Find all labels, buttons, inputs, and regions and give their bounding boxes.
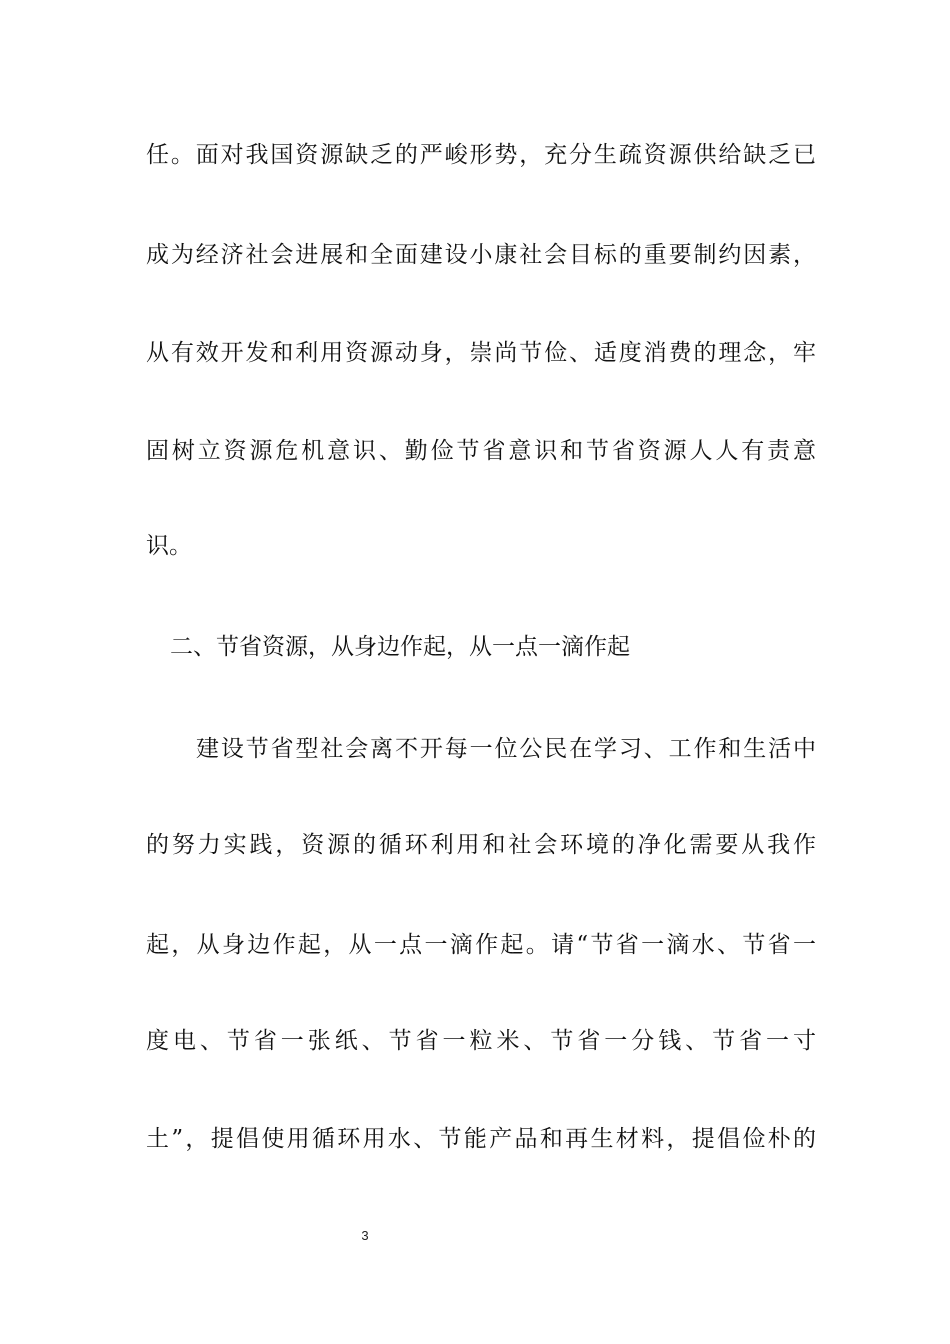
body-text-line: 从有效开发和利用资源动身，崇尚节俭、适度消费的理念，牢 — [146, 340, 816, 366]
body-text-line: 起，从身边作起，从一点一滴作起。请“节省一滴水、节省一 — [146, 932, 816, 958]
body-text-line: 识。 — [146, 533, 192, 559]
body-text-line: 任。面对我国资源缺乏的严峻形势，充分生疏资源供给缺乏已 — [146, 142, 816, 168]
body-text-line: 建设节省型社会离不开每一位公民在学习、工作和生活中 — [196, 736, 816, 762]
body-text-line: 成为经济社会进展和全面建设小康社会目标的重要制约因素， — [146, 242, 816, 268]
page-number: 3 — [361, 1228, 369, 1243]
body-text-line: 的努力实践，资源的循环利用和社会环境的净化需要从我作 — [146, 832, 816, 858]
body-text-line: 度电、节省一张纸、节省一粒米、节省一分钱、节省一寸 — [146, 1028, 816, 1054]
body-text-line: 固树立资源危机意识、勤俭节省意识和节省资源人人有责意 — [146, 438, 816, 464]
section-heading: 二、节省资源，从身边作起，从一点一滴作起 — [170, 634, 630, 660]
body-text-line: 土”，提倡使用循环用水、节能产品和再生材料，提倡俭朴的 — [146, 1126, 816, 1152]
